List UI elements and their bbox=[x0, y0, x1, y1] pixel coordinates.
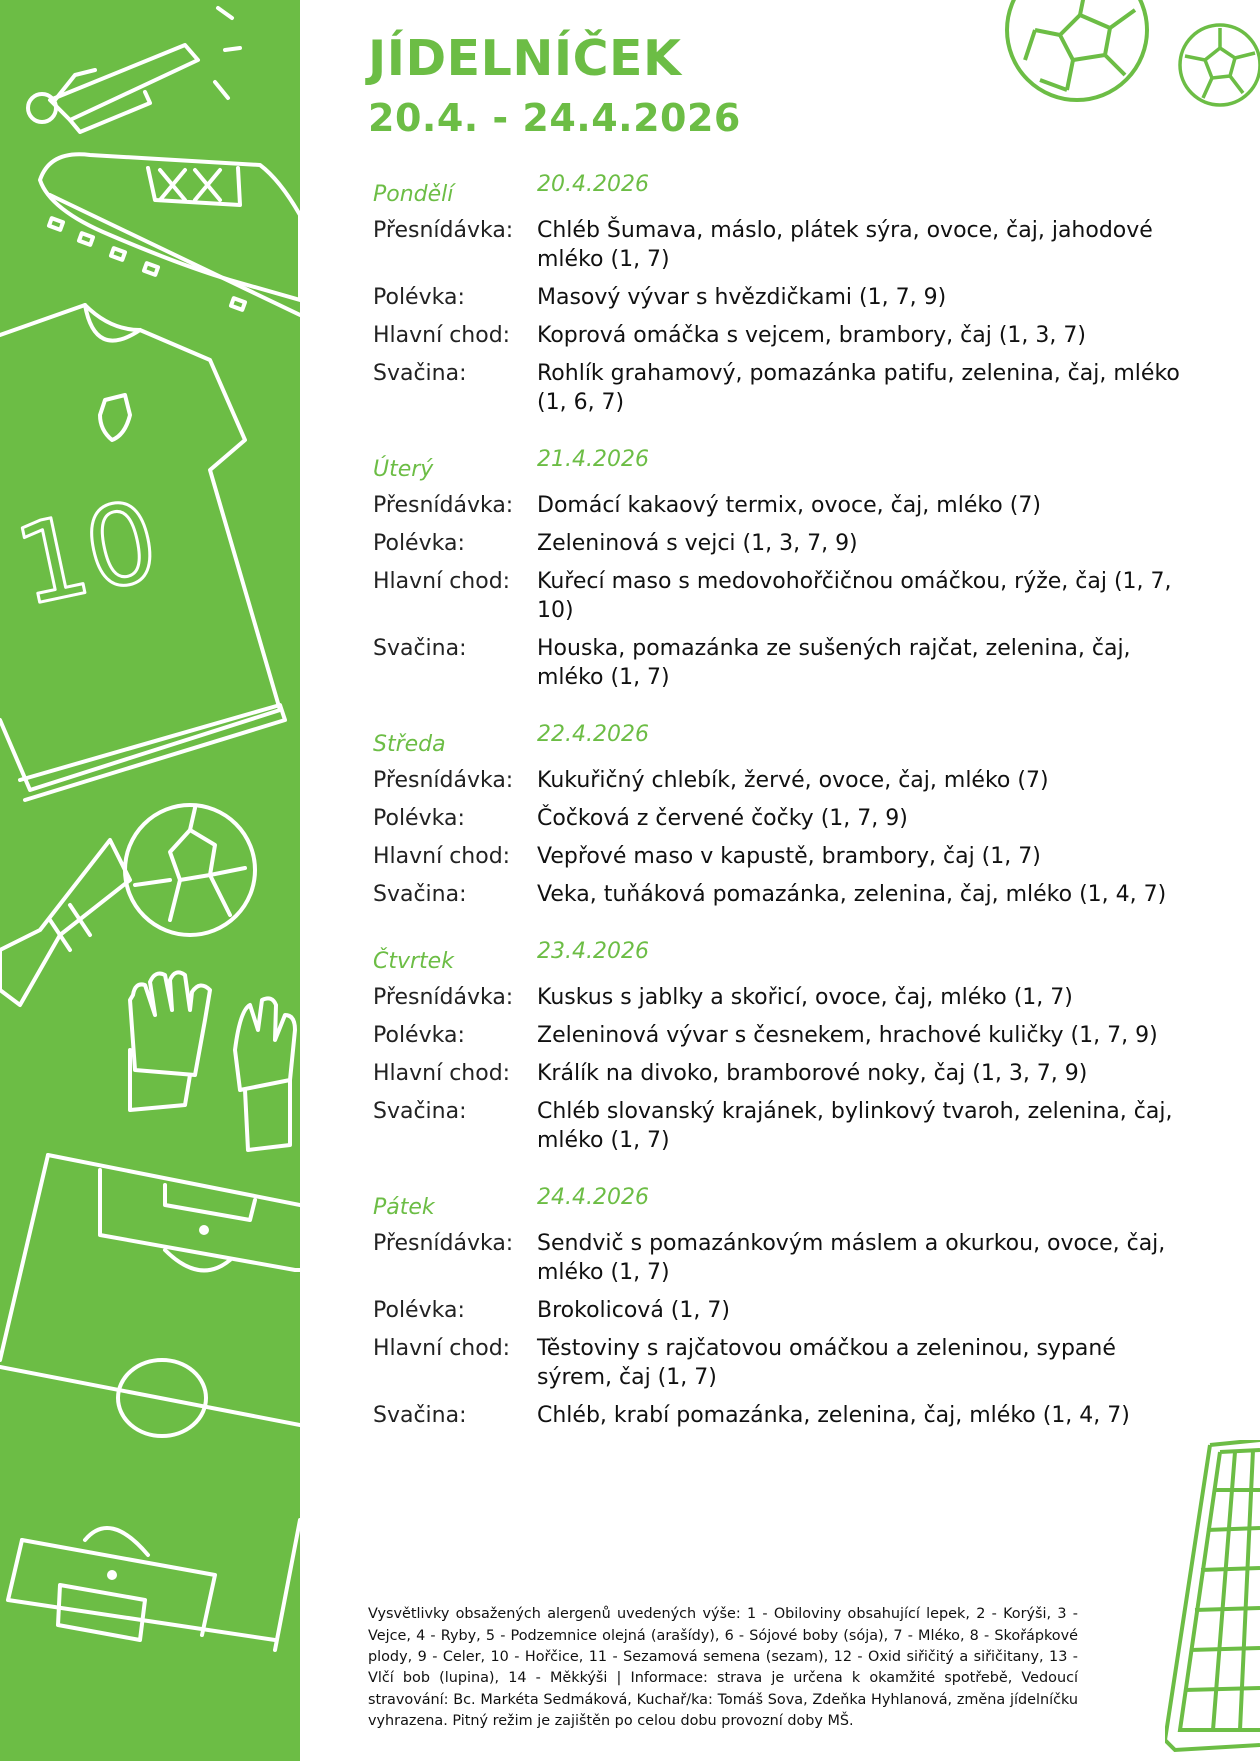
meal-value: Kukuřičný chlebík, žervé, ovoce, čaj, mléko (7) bbox=[537, 768, 1049, 793]
meal-row-main bbox=[373, 1059, 1193, 1088]
meal-row-main bbox=[373, 1334, 1193, 1392]
day-name: Pátek bbox=[373, 1195, 435, 1220]
meal-label: Přesnídávka: bbox=[373, 493, 514, 518]
whistle-icon bbox=[28, 8, 240, 132]
jersey-number-10-icon bbox=[0, 305, 285, 800]
meal-value: Koprová omáčka s vejcem, brambory, čaj (1, 3, 7) bbox=[537, 323, 1086, 348]
meal-value: Zeleninová s vejci (1, 3, 7, 9) bbox=[537, 531, 858, 556]
meal-label: Svačina: bbox=[373, 636, 467, 661]
meal-label: Přesnídávka: bbox=[373, 218, 514, 243]
day-date: 22.4.2026 bbox=[537, 722, 649, 747]
meal-label: Svačina: bbox=[373, 361, 467, 386]
meal-label: Hlavní chod: bbox=[373, 1061, 511, 1086]
meal-row-soup bbox=[373, 1296, 1193, 1325]
meal-row-snack-morning bbox=[373, 1229, 1193, 1287]
meal-row-soup bbox=[373, 529, 1193, 558]
meal-row-soup bbox=[373, 283, 1193, 312]
meal-label: Hlavní chod: bbox=[373, 569, 511, 594]
day-date: 23.4.2026 bbox=[537, 939, 649, 964]
meal-value: Vepřové maso v kapustě, brambory, čaj (1, 7) bbox=[537, 844, 1041, 869]
meal-row-snack-morning bbox=[373, 216, 1193, 274]
meal-value: Těstoviny s rajčatovou omáčkou a zeleninou, sypané sýrem, čaj (1, 7) bbox=[537, 1336, 1116, 1390]
meal-label: Polévka: bbox=[373, 285, 465, 310]
meal-value: Čočková z červené čočky (1, 7, 9) bbox=[537, 806, 908, 831]
meal-label: Polévka: bbox=[373, 1023, 465, 1048]
meal-row-snack-afternoon bbox=[373, 1401, 1193, 1430]
meal-row-snack-afternoon bbox=[373, 634, 1193, 692]
meal-row-snack-morning bbox=[373, 983, 1193, 1012]
meal-row-snack-morning bbox=[373, 491, 1193, 520]
meal-row-snack-afternoon bbox=[373, 880, 1193, 909]
meal-label: Hlavní chod: bbox=[373, 844, 511, 869]
meal-label: Přesnídávka: bbox=[373, 1231, 514, 1256]
meal-label: Hlavní chod: bbox=[373, 323, 511, 348]
day-name: Pondělí bbox=[373, 182, 454, 207]
meal-label: Svačina: bbox=[373, 1099, 467, 1124]
meal-value: Houska, pomazánka ze sušených rajčat, zelenina, čaj, mléko (1, 7) bbox=[537, 636, 1131, 690]
day-date: 21.4.2026 bbox=[537, 447, 649, 472]
meal-label: Polévka: bbox=[373, 806, 465, 831]
decorative-sidebar bbox=[0, 0, 300, 1761]
meal-row-main bbox=[373, 321, 1193, 350]
day-name: Čtvrtek bbox=[373, 949, 454, 974]
meal-label: Polévka: bbox=[373, 1298, 465, 1323]
meal-row-snack-morning bbox=[373, 766, 1193, 795]
day-date: 24.4.2026 bbox=[537, 1185, 649, 1210]
meal-row-main bbox=[373, 842, 1193, 871]
meal-value: Kuřecí maso s medovohořčičnou omáčkou, rýže, čaj (1, 7, 10) bbox=[537, 569, 1172, 623]
allergen-legend: Vysvětlivky obsažených alergenů uvedených výše: 1 - Obiloviny obsahující lepek, 2 - Korýši, 3 - Vejce, 4 - Ryby, 5 - Podzemnice olejná (arašídy), 6 - Sójové boby (sója), 7 - Mléko, 8 - Skořápkové plody, 9 - Celer, 10 - Hořčice, 11 - Sezamová semena (sezam), 12 - Oxid siřičitý a siřičitany, 13 - Vlčí bob (lupina), 14 - Měkkýši | Informace: strava je určena k okamžité spotřebě, Vedoucí stravování: Bc. Markéta Sedmáková, Kuchař/ka: Tomáš Sova, Zdeňka Hyhlanová, změna jídelníčku vyhrazena. Pitný režim je zajištěn po celou dobu provozní doby MŠ. bbox=[368, 1606, 1078, 1729]
weekly-menu bbox=[373, 172, 1193, 1460]
goalkeeper-gloves-icon bbox=[130, 972, 295, 1150]
meal-value: Kuskus s jablky a skořicí, ovoce, čaj, mléko (1, 7) bbox=[537, 985, 1073, 1010]
meal-value: Brokolicová (1, 7) bbox=[537, 1298, 730, 1323]
meal-row-soup bbox=[373, 804, 1193, 833]
day-name: Středa bbox=[373, 732, 446, 757]
day-date: 20.4.2026 bbox=[537, 172, 649, 197]
meal-value: Chléb Šumava, máslo, plátek sýra, ovoce, čaj, jahodové mléko (1, 7) bbox=[537, 218, 1153, 272]
goal-net-icon bbox=[1165, 1440, 1260, 1761]
meal-value: Zeleninová vývar s česnekem, hrachové kuličky (1, 7, 9) bbox=[537, 1023, 1158, 1048]
day-friday bbox=[373, 1185, 1193, 1430]
meal-value: Sendvič s pomazánkovým máslem a okurkou, ovoce, čaj, mléko (1, 7) bbox=[537, 1231, 1166, 1285]
page-title: JÍDELNÍČEK bbox=[368, 30, 682, 87]
football-pitch-icon bbox=[0, 1155, 300, 1650]
meal-value: Rohlík grahamový, pomazánka patifu, zelenina, čaj, mléko (1, 6, 7) bbox=[537, 361, 1180, 415]
meal-value: Domácí kakaový termix, ovoce, čaj, mléko (7) bbox=[537, 493, 1041, 518]
meal-row-soup bbox=[373, 1021, 1193, 1050]
meal-label: Přesnídávka: bbox=[373, 985, 514, 1010]
soccer-ball-icon bbox=[995, 0, 1155, 105]
day-tuesday bbox=[373, 447, 1193, 692]
meal-row-snack-afternoon bbox=[373, 359, 1193, 417]
day-monday bbox=[373, 172, 1193, 417]
day-wednesday bbox=[373, 722, 1193, 909]
meal-row-main bbox=[373, 567, 1193, 625]
meal-value: Chléb, krabí pomazánka, zelenina, čaj, mléko (1, 4, 7) bbox=[537, 1403, 1130, 1428]
meal-label: Svačina: bbox=[373, 882, 467, 907]
meal-value: Veka, tuňáková pomazánka, zelenina, čaj, mléko (1, 4, 7) bbox=[537, 882, 1167, 907]
meal-label: Svačina: bbox=[373, 1403, 467, 1428]
meal-label: Přesnídávka: bbox=[373, 768, 514, 793]
day-name: Úterý bbox=[373, 457, 434, 482]
svg-text:10: 10 bbox=[5, 476, 169, 631]
meal-label: Hlavní chod: bbox=[373, 1336, 511, 1361]
meal-row-snack-afternoon bbox=[373, 1097, 1193, 1155]
meal-value: Králík na divoko, bramborové noky, čaj (1, 3, 7, 9) bbox=[537, 1061, 1088, 1086]
day-thursday bbox=[373, 939, 1193, 1155]
meal-label: Polévka: bbox=[373, 531, 465, 556]
soccer-ball-small-icon bbox=[1175, 18, 1260, 113]
date-range: 20.4. - 24.4.2026 bbox=[368, 96, 741, 140]
trophy-ball-icon bbox=[0, 805, 255, 1005]
meal-value: Masový vývar s hvězdičkami (1, 7, 9) bbox=[537, 285, 947, 310]
meal-value: Chléb slovanský krajánek, bylinkový tvaroh, zelenina, čaj, mléko (1, 7) bbox=[537, 1099, 1173, 1153]
football-boot-icon bbox=[40, 154, 300, 315]
